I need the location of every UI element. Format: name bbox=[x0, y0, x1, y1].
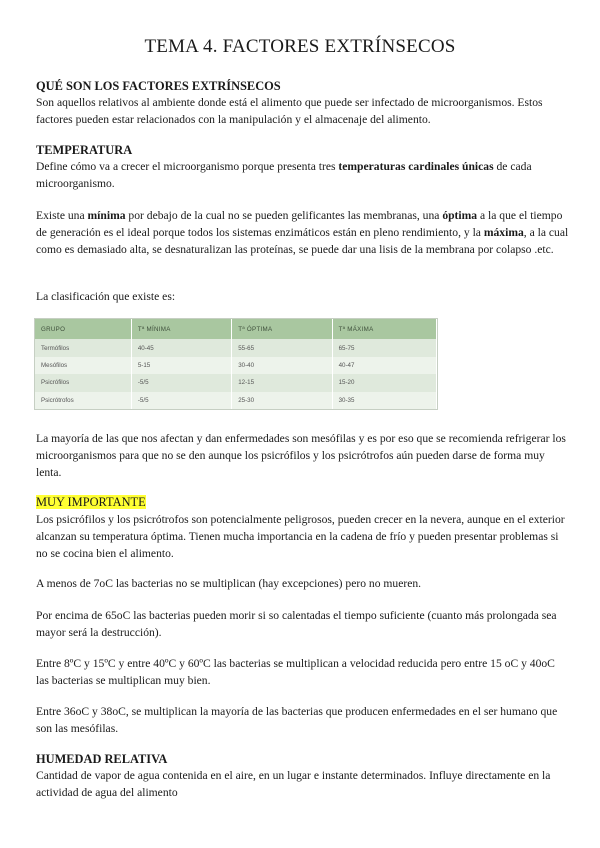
table-cell: 25-30 bbox=[232, 392, 332, 409]
table-header-cell: Tª ÓPTIMA bbox=[232, 319, 332, 339]
paragraph-cardinal-temps: Existe una mínima por debajo de la cual no se pueden gelificantes las membranas, una óptima a la que el tiempo de generación es el ideal porque todos los sistemas enzimáticos están en pleno rendimiento, y la máxima, a la cual como es demasiado alta, se desnaturalizan las proteínas, se puede dar una lisis de la membrana por colapso .etc. bbox=[36, 209, 569, 256]
table-cell: 55-65 bbox=[232, 339, 332, 356]
paragraph-65c: Por encima de 65oC las bacterias pueden morir si so calentadas el tiempo suficiente (cuanto más prolongada sea mayor será la destrucción). bbox=[36, 609, 557, 639]
table-row bbox=[35, 374, 437, 391]
table-header-cell: Tª MÁXIMA bbox=[332, 319, 436, 339]
table-header-row bbox=[35, 319, 437, 339]
table-cell: -5/5 bbox=[131, 392, 231, 409]
table-cell: 30-35 bbox=[332, 392, 436, 409]
table-cell: 12-15 bbox=[232, 374, 332, 391]
table-cell: -5/5 bbox=[131, 374, 231, 391]
paragraph-7c: A menos de 7oC las bacterias no se multiplican (hay excepciones) pero no mueren. bbox=[36, 577, 422, 590]
paragraph-temperatura-intro: Define cómo va a crecer el microorganismo porque presenta tres temperaturas cardinales únicas de cada microorganismo. bbox=[36, 160, 532, 190]
heading-humedad-relativa: HUMEDAD RELATIVA bbox=[36, 752, 168, 766]
paragraph-36-38c: Entre 36oC y 38oC, se multiplican la mayoría de las bacterias que producen enfermedades en el ser humano que son las mesófilas. bbox=[36, 705, 558, 735]
paragraph-clasificacion: La clasificación que existe es: bbox=[36, 290, 176, 303]
table-header-cell: Tª MÍNIMA bbox=[131, 319, 231, 339]
highlighted-label: MUY IMPORTANTE bbox=[36, 495, 146, 509]
highlight-muy-importante bbox=[36, 495, 146, 510]
paragraph-humedad: Cantidad de vapor de agua contenida en el aire, en un lugar e instante determinados. Influye directamente en la actividad de agua del alimento bbox=[36, 769, 551, 799]
table-row bbox=[35, 357, 437, 374]
paragraph-mesofilas: La mayoría de las que nos afectan y dan enfermedades son mesófilas y es por eso que se recomienda refrigerar los microorganismos para que no se den aunque los psicrófilos y los psicrótrofos aún pueden darse de forma muy lenta. bbox=[36, 432, 566, 479]
table-cell: 65-75 bbox=[332, 339, 436, 356]
table-cell: 40-47 bbox=[332, 357, 436, 374]
table-cell: Mesófilos bbox=[35, 357, 131, 374]
heading-factores-extrinsecos: QUÉ SON LOS FACTORES EXTRÍNSECOS bbox=[36, 79, 281, 93]
page-title: TEMA 4. FACTORES EXTRÍNSECOS bbox=[144, 36, 456, 57]
table-cell: 15-20 bbox=[332, 374, 436, 391]
heading-temperatura: TEMPERATURA bbox=[36, 143, 133, 157]
table-row bbox=[35, 392, 437, 409]
table-cell: 30-40 bbox=[232, 357, 332, 374]
table-cell: Termófilos bbox=[35, 339, 131, 356]
table-row bbox=[35, 339, 437, 356]
table-cell: Psicrótrofos bbox=[35, 392, 131, 409]
table-cell: 40-45 bbox=[131, 339, 231, 356]
paragraph-definition: Son aquellos relativos al ambiente donde está el alimento que puede ser infectado de microorganismos. Estos factores pueden estar relacionados con la manipulación y el almacenaje del alimento. bbox=[36, 96, 543, 126]
table-cell: 5-15 bbox=[131, 357, 231, 374]
paragraph-ranges: Entre 8ºC y 15ºC y entre 40ºC y 60ºC las bacterias se multiplican a velocidad reducida pero entre 15 oC y 40oC las bacterias se multiplican muy bien. bbox=[36, 657, 555, 687]
table-header-cell: GRUPO bbox=[35, 319, 131, 339]
paragraph-psicrofilos: Los psicrófilos y los psicrótrofos son potencialmente peligrosos, pueden crecer en la nevera, aunque en el exterior alcanzan su temperatura óptima. Tienen mucha importancia en la cadena de frío y pueden presentar problemas si no se cocina bien el alimento. bbox=[36, 513, 565, 560]
temperature-classification-table bbox=[34, 318, 438, 410]
table-cell: Psicrófilos bbox=[35, 374, 131, 391]
